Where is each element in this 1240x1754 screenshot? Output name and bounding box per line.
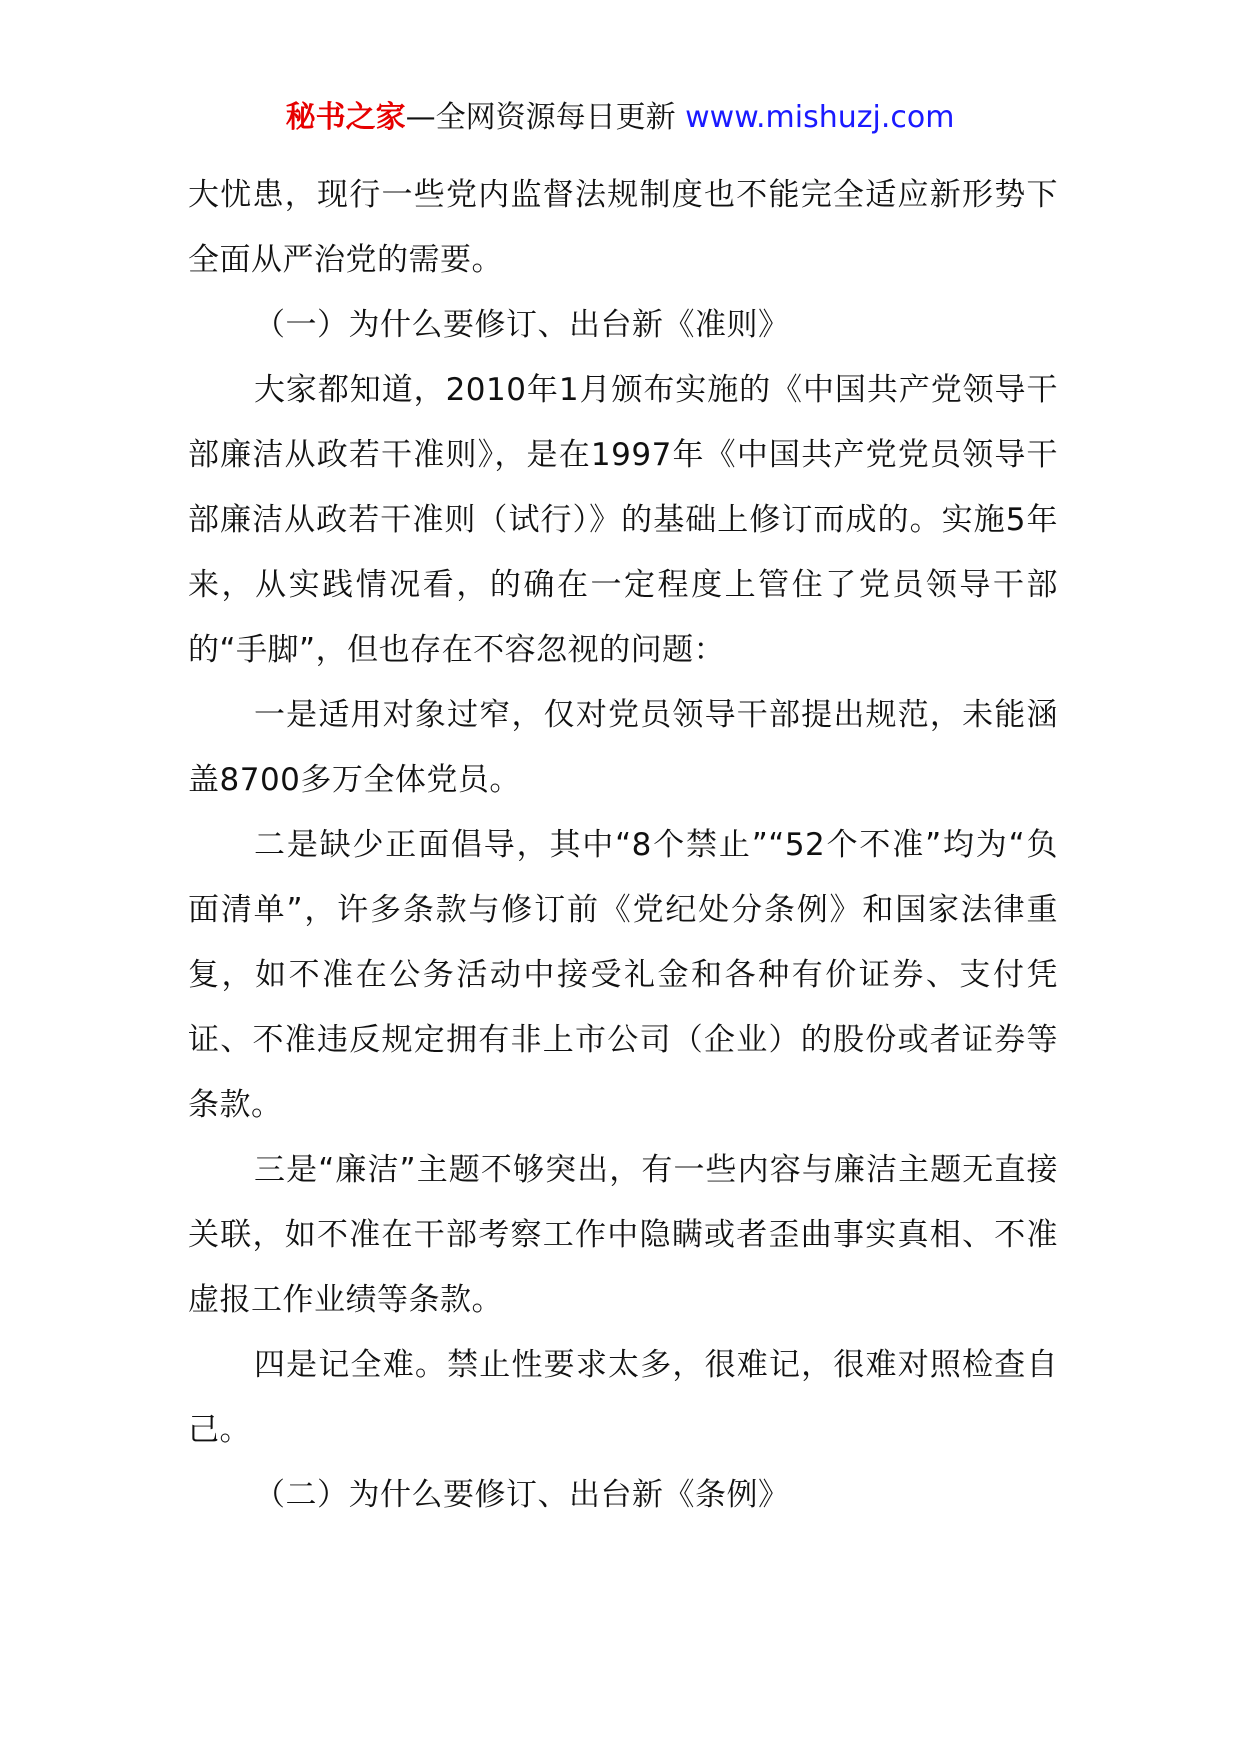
site-header xyxy=(0,98,1240,138)
paragraph-continuation: 大忧患，现行一些党内监督法规制度也不能完全适应新形势下全面从严治党的需要。 xyxy=(188,177,1058,278)
paragraph-background: 大家都知道，2010年1月颁布实施的《中国共产党领导干部廉洁从政若干准则》，是在1997年《中国共产党党员领导干部廉洁从政若干准则（试行）》的基础上修订而成的。实施5年来，从实践情况看，的确在一定程度上管住了党员领导干部的“手脚”，但也存在不容忽视的问题： xyxy=(188,372,1058,668)
paragraph-problem-1: 一是适用对象过窄，仅对党员领导干部提出规范，未能涵盖8700多万全体党员。 xyxy=(188,697,1058,798)
site-brand: 秘书之家 xyxy=(285,100,406,135)
section-heading-1: （一）为什么要修订、出台新《准则》 xyxy=(254,307,790,343)
document-body xyxy=(188,163,1058,1528)
paragraph-problem-3: 三是“廉洁”主题不够突出，有一些内容与廉洁主题无直接关联，如不准在干部考察工作中隐瞒或者歪曲事实真相、不准虚报工作业绩等条款。 xyxy=(188,1152,1058,1318)
paragraph-problem-2: 二是缺少正面倡导，其中“8个禁止”“52个不准”均为“负面清单”，许多条款与修订前《党纪处分条例》和国家法律重复，如不准在公务活动中接受礼金和各种有价证券、支付凭证、不准违反规定拥有非上市公司（企业）的股份或者证券等条款。 xyxy=(188,827,1058,1123)
section-heading-2: （二）为什么要修订、出台新《条例》 xyxy=(254,1477,790,1513)
site-url-link[interactable]: www.mishuzj.com xyxy=(685,100,955,135)
site-tagline: —全网资源每日更新 xyxy=(405,100,676,135)
paragraph-problem-4: 四是记全难。禁止性要求太多，很难记，很难对照检查自己。 xyxy=(188,1347,1058,1448)
